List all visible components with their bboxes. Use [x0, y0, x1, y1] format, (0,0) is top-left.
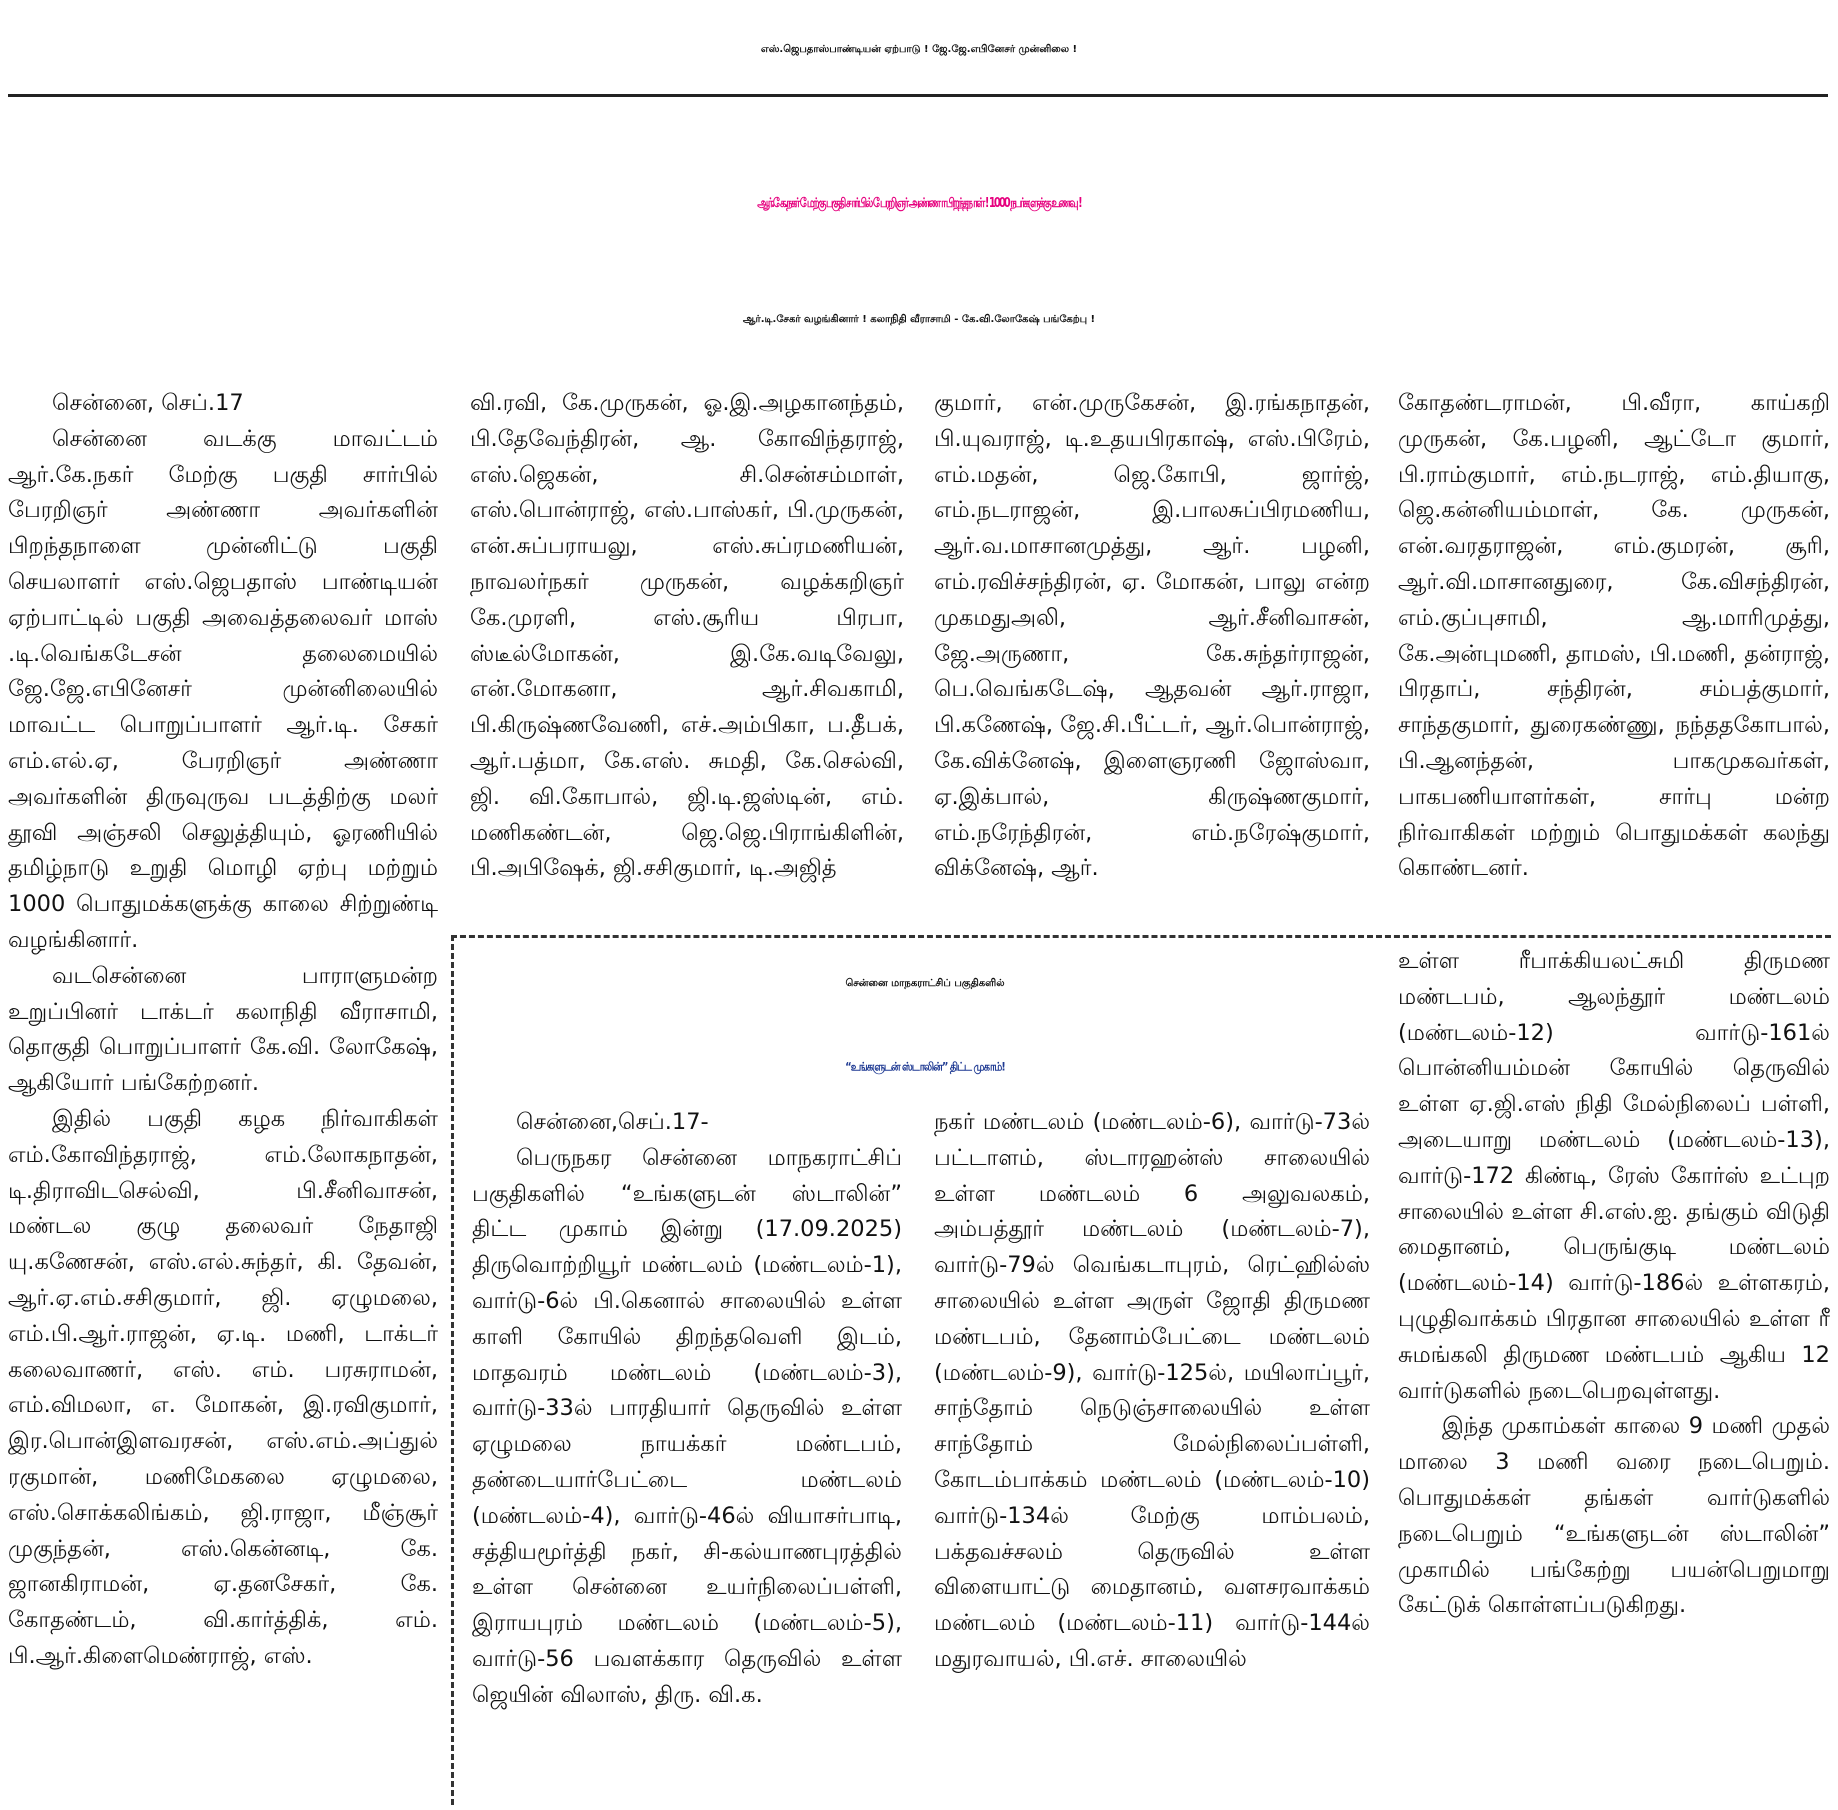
article2-paragraph-1-end: உள்ள ரீபாக்கியலட்சுமி திருமண மண்டபம், ஆலந்தூர் மண்டலம் (மண்டலம்-12) வார்டு-161ல் பொன்னியம்மன் கோயில் தெருவில் உள்ள ஏ.ஜி.எஸ் நிதி மேல்நிலைப் பள்ளி, அடையாறு மண்டலம் (மண்டலம்-13), வார்டு-172 கிண்டி, ரேஸ் கோர்ஸ் உட்புற சாலையில் உள்ள சி.எஸ்.ஐ. தங்கும் விடுதி மைதானம், பெருங்குடி மண்டலம் (மண்டலம்-14) வார்டு-186ல் உள்ளகரம், புழுதிவாக்கம் பிரதான சாலையில் உள்ள ரீ சுமங்கலி திருமண மண்டபம் ஆகிய 12 வார்டுகளில் நடைபெறவுள்ளது. — [1398, 948, 1830, 1404]
box-divider-horizontal — [451, 935, 1831, 938]
headline-main: ஆர்.கே.நகர் மேற்கு பகுதி சார்பில் பேரறிஞர் அண்ணா பிறந்தநாள் ! 1000 நபர்களுக்கு உணவு ! — [757, 196, 1081, 211]
article2-column-1 — [472, 1105, 902, 1805]
article1-paragraph-3: இதில் பகுதி கழக நிர்வாகிகள் எம்.கோவிந்தராஜ், எம்.லோகநாதன், டி.திராவிடசெல்வி, பி.சீனிவாசன், மண்டல குழு தலைவர் நேதாஜி யு.கணேசன், எஸ்.எல்.சுந்தர், கி. தேவன், ஆர்.ஏ.எம்.சசிகுமார், ஜி. ஏழுமலை, எம்.பி.ஆர்.ராஜன், ஏ.டி. மணி, டாக்டர் கலைவாணர், எஸ். எம். பரசுராமன், எம்.விமலா, எ. மோகன், இ.ரவிகுமார், இர.பொன்இளவரசன், எஸ்.எம்.அப்துல் ரகுமான், மணிமேகலை ஏழுமலை, எஸ்.சொக்கலிங்கம், ஜி.ராஜா, மீஞ்சூர் முகுந்தன், எஸ்.கென்னடி, கே. ஜானகிராமன், ஏ.தனசேகர், கே. கோதண்டம், வி.கார்த்திக், எம். பி.ஆர்.கிளைமெண்ராஜ், எஸ். — [8, 1105, 438, 1669]
headline-sub: ஆர்.டி.சேகர் வழங்கினார் ! கலாநிதி வீராசாமி - கே.வி.லோகேஷ் பங்கேற்பு ! — [742, 314, 1096, 325]
article1-column-2 — [470, 386, 904, 926]
article2-title: சென்னை மாநகராட்சிப் பகுதிகளில் — [845, 978, 1005, 989]
headline-rule — [8, 94, 1828, 97]
article1-names-part-1: வி.ரவி, கே.முருகன், ஓ.இ.அழகானந்தம், பி.தேவேந்திரன், ஆ. கோவிந்தராஜ், எஸ்.ஜெகன், சி.சென்சம்மாள், எஸ்.பொன்ராஜ், எஸ்.பாஸ்கர், பி.முருகன், என்.சுப்பராயலு, எஸ்.சுப்ரமணியன், நாவலர்நகர் முருகன், வழக்கறிஞர் கே.முரளி, எஸ்.சூரிய பிரபா, ஸ்டீல்மோகன், இ.கே.வடிவேலு, என்.மோகனா, ஆர்.சிவகாமி, பி.கிருஷ்ணவேணி, எச்.அம்பிகா, ப.தீபக், ஆர்.பத்மா, கே.எஸ். சுமதி, கே.செல்வி, ஜி. வி.கோபால், ஜி.டி.ஜஸ்டின், எம். மணிகண்டன், ஜெ.ஜெ.பிராங்கிளின், பி.அபிஷேக், ஜி.சசிகுமார், டி.அஜித் — [470, 390, 904, 882]
article2-subtitle: “உங்களுடன் ஸ்டாலின்” திட்ட முகாம்! — [845, 1061, 1005, 1074]
article2-dateline: சென்னை,செப்.17- — [516, 1109, 709, 1135]
article2-paragraph-2: இந்த முகாம்கள் காலை 9 மணி முதல் மாலை 3 மணி வரை நடைபெறும். பொதுமக்கள் தங்கள் வார்டுகளில் நடைபெறும் “உங்களுடன் ஸ்டாலின்” முகாமில் பங்கேற்று பயன்பெறுமாறு கேட்டுக் கொள்ளப்படுகிறது. — [1398, 1413, 1830, 1619]
article1-column-1 — [8, 386, 438, 1806]
article1-names-part-2: குமார், என்.முருகேசன், இ.ரங்கநாதன், பி.யுவராஜ், டி.உதயபிரகாஷ், எஸ்.பிரேம், எம்.மதன், ஜெ.கோபி, ஜார்ஜ், எம்.நடராஜன், இ.பாலசுப்பிரமணிய, ஆர்.வ.மாசானமுத்து, ஆர். பழனி, எம்.ரவிச்சந்திரன், ஏ. மோகன், பாலு என்ற முகமதுஅலி, ஆர்.சீனிவாசன், ஜே.அருணா, கே.சுந்தர்ராஜன், பெ.வெங்கடேஷ், ஆதவன் ஆர்.ராஜா, பி.கணேஷ், ஜே.சி.பீட்டர், ஆர்.பொன்ராஜ், கே.விக்னேஷ், இளைஞரணி ஜோஸ்வா, ஏ.இக்பால், கிருஷ்ணகுமார், எம்.நரேந்திரன், எம்.நரேஷ்குமார், விக்னேஷ், ஆர். — [934, 390, 1370, 882]
article1-dateline: சென்னை, செப்.17 — [52, 390, 244, 416]
article1-column-3 — [934, 386, 1370, 926]
article2-paragraph-1-cont: நகர் மண்டலம் (மண்டலம்-6), வார்டு-73ல் பட்டாளம், ஸ்டாரஹன்ஸ் சாலையில் உள்ள மண்டலம் 6 அலுவலகம், அம்பத்தூர் மண்டலம் (மண்டலம்-7), வார்டு-79ல் வெங்கடாபுரம், ரெட்ஹில்ஸ் சாலையில் உள்ள அருள் ஜோதி திருமண மண்டபம், தேனாம்பேட்டை மண்டலம் (மண்டலம்-9), வார்டு-125ல், மயிலாப்பூர், சாந்தோம் நெடுஞ்சாலையில் உள்ள சாந்தோம் மேல்நிலைப்பள்ளி, கோடம்பாக்கம் மண்டலம் (மண்டலம்-10) வார்டு-134ல் மேற்கு மாம்பலம், பக்தவச்சலம் தெருவில் உள்ள விளையாட்டு மைதானம், வளசரவாக்கம் மண்டலம் (மண்டலம்-11) வார்டு-144ல் மதுரவாயல், பி.எச். சாலையில் — [934, 1109, 1370, 1672]
article2-paragraph-1: பெருநகர சென்னை மாநகராட்சிப் பகுதிகளில் “உங்களுடன் ஸ்டாலின்” திட்ட முகாம் இன்று (17.09.2025) திருவொற்றியூர் மண்டலம் (மண்டலம்-1), வார்டு-6ல் பி.கெனால் சாலையில் உள்ள காளி கோயில் திறந்தவெளி இடம், மாதவரம் மண்டலம் (மண்டலம்-3), வார்டு-33ல் பாரதியார் தெருவில் உள்ள ஏழுமலை நாயக்கர் மண்டபம், தண்டையார்பேட்டை மண்டலம் (மண்டலம்-4), வார்டு-46ல் வியாசர்பாடி, சத்தியமூர்த்தி நகர், சி-கல்யாணபுரத்தில் உள்ள சென்னை உயர்நிலைப்பள்ளி, இராயபுரம் மண்டலம் (மண்டலம்-5), வார்டு-56 பவளக்கார தெருவில் உள்ள ஜெயின் விலாஸ், திரு. வி.க. — [472, 1144, 902, 1708]
article1-paragraph-1: சென்னை வடக்கு மாவட்டம் ஆர்.கே.நகர் மேற்கு பகுதி சார்பில் பேரறிஞர் அண்ணா அவர்களின் பிறந்தநாளை முன்னிட்டு பகுதி செயலாளர் எஸ்.ஜெபதாஸ் பாண்டியன் ஏற்பாட்டில் பகுதி அவைத்தலைவர் மாஸ் .டி.வெங்கடேசன் தலைமையில் ஜே.ஜே.எபினேசர் முன்னிலையில் மாவட்ட பொறுப்பாளர் ஆர்.டி. சேகர் எம்.எல்.ஏ, பேரறிஞர் அண்ணா அவர்களின் திருவுருவ படத்திற்கு மலர் தூவி அஞ்சலி செலுத்தியும், ஓரணியில் தமிழ்நாடு உறுதி மொழி ஏற்பு மற்றும் 1000 பொதுமக்களுக்கு காலை சிற்றுண்டி வழங்கினார். — [8, 425, 438, 953]
article1-paragraph-2: வடசென்னை பாராளுமன்ற உறுப்பினர் டாக்டர் கலாநிதி வீராசாமி, தொகுதி பொறுப்பாளர் கே.வி. லோகேஷ், ஆகியோர் பங்கேற்றனர். — [8, 962, 438, 1097]
headline-top: எஸ்.ஜெபதாஸ்பாண்டியன் ஏற்பாடு ! ஜே.ஜே.எபினேசர் முன்னிலை ! — [760, 44, 1078, 55]
article2-column-3 — [1398, 944, 1830, 1806]
article2-column-2 — [934, 1105, 1370, 1805]
article1-column-4 — [1398, 386, 1830, 926]
article1-names-part-3: கோதண்டராமன், பி.வீரா, காய்கறி முருகன், கே.பழனி, ஆட்டோ குமார், பி.ராம்குமார், எம்.நடராஜ், எம்.தியாகு, ஜெ.கன்னியம்மாள், கே. முருகன், என்.வரதராஜன், எம்.குமரன், சூரி, ஆர்.வி.மாசானதுரை, கே.விசந்திரன், எம்.குப்புசாமி, ஆ.மாரிமுத்து, கே.அன்புமணி, தாமஸ், பி.மணி, தன்ராஜ், பிரதாப், சந்திரன், சம்பத்குமார், சாந்தகுமார், துரைகண்ணு, நந்ததகோபால், பி.ஆனந்தன், பாகமுகவர்கள், பாகபணியாளர்கள், சார்பு மன்ற நிர்வாகிகள் மற்றும் பொதுமக்கள் கலந்து கொண்டனர். — [1398, 390, 1830, 882]
